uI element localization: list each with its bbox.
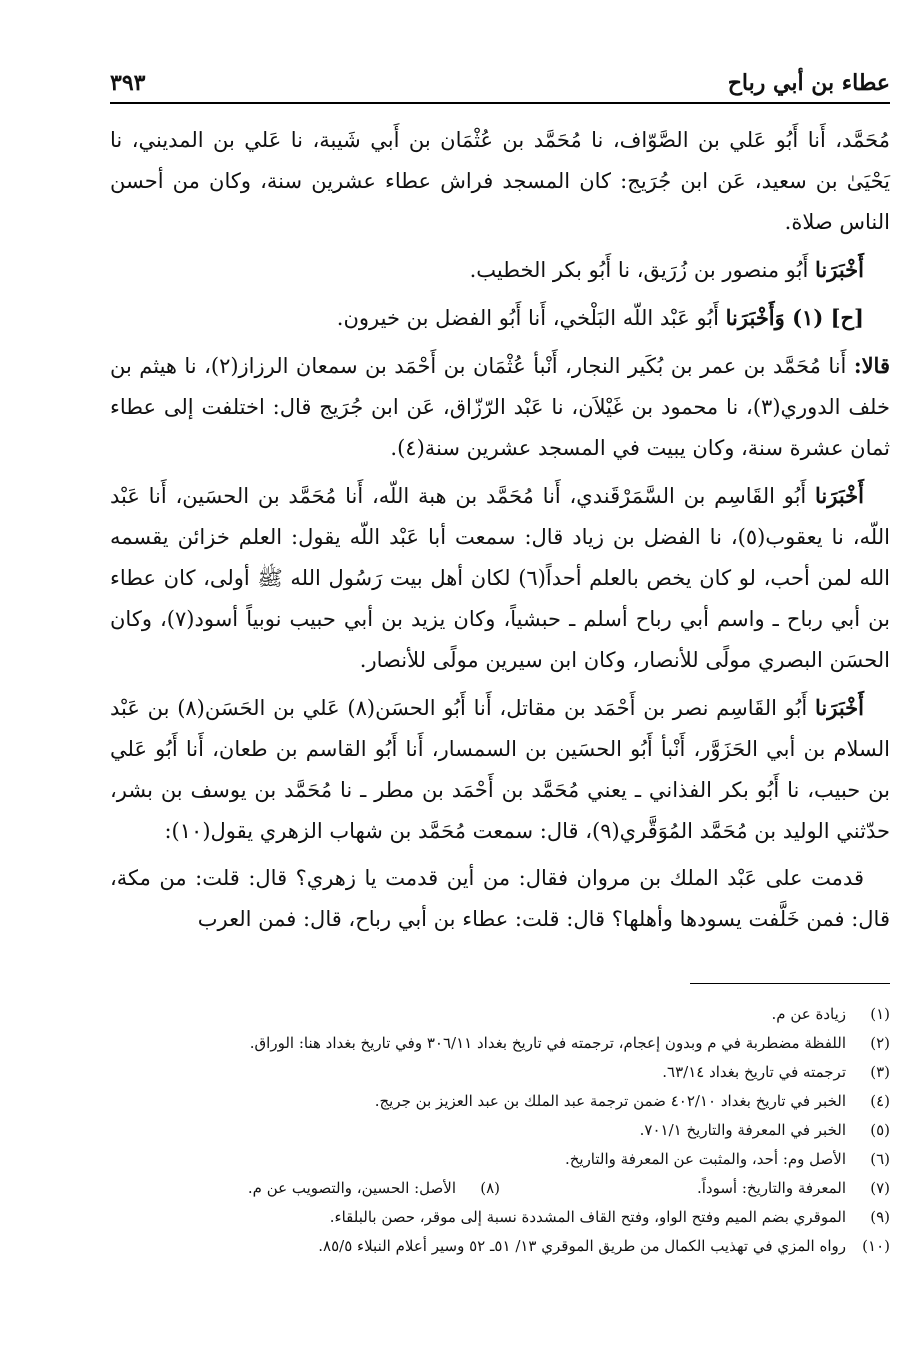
- footnote-text: الخبر في المعرفة والتاريخ ٧٠١/١.: [639, 1121, 846, 1139]
- footnote: [110, 1029, 890, 1058]
- footnote-pair: [110, 1174, 890, 1203]
- p4-text: أَنا مُحَمَّد بن عمر بن بُكَير النجار، أَنْبأ عُثْمَان بن أَحْمَد بن سمعان الرزاز(٢)، نا هيثم بن خلف الدوري(٣)، نا محمود بن غَيْلاَن، نا عَبْد الرّزّاق، عَن ابن جُرَيج قال: اختلفت إلى عطاء ثمان عشرة سنة، وكان يبيت في المسجد عشرين سنة(٤).: [110, 354, 890, 460]
- p1-text: مُحَمَّد، أَنا أَبُو عَلي بن الصَّوّاف، نا مُحَمَّد بن عُثْمَان بن أَبي شَيبة، نا عَلي بن المديني، نا يَحْيَىٰ بن سعيد، عَن ابن جُرَيج: كان المسجد فراش عطاء عشرين سنة، وكان من أحسن الناس صلاة.: [110, 128, 890, 234]
- footnote-text: اللفظة مضطربة في م وبدون إعجام، ترجمته في تاريخ بغداد ٣٠٦/١١ وفي تاريخ بغداد هنا: الوراق.: [249, 1034, 846, 1052]
- p5-text: أَبُو القَاسِم بن السَّمَرْقَندي، أَنا مُحَمَّد بن هبة اللّه، أَنا مُحَمَّد بن الحسَين، أَنا عَبْد اللّه، نا يعقوب(٥)، نا الفضل بن زياد قال: سمعت أبا عَبْد اللّه يقول: العلم خزائن يقسمه الله لمن أحب، لو كان يخص بالعلم أحداً(٦) لكان أهل بيت رَسُول الله ﷺ أولى، كان عطاء بن أبي رباح ـ واسم أبي رباح أسلم ـ حبشياً، وكان يزيد بن أبي حبيب نوبياً أسود(٧)، وكان الحسَن البصري مولًى للأنصار، وكان ابن سيرين مولًى للأنصار.: [110, 484, 891, 672]
- p4-keyword: قالا:: [853, 353, 890, 378]
- footnote-number: (٤): [870, 1092, 890, 1110]
- footnote-text: رواه المزي في تهذيب الكمال من طريق الموقري ١٣/ ٥١ـ ٥٢ وسير أعلام النبلاء ٨٥/٥.: [318, 1237, 846, 1255]
- footnote-divider: [690, 983, 890, 984]
- footnote-number: (٨): [480, 1179, 500, 1197]
- footnote-number: (٧): [870, 1179, 890, 1197]
- p3-keyword: [ح]: [830, 305, 864, 330]
- footnote: [110, 1232, 890, 1261]
- page-number: ٣٩٣: [110, 70, 146, 96]
- footnote-text: زيادة عن م.: [771, 1005, 846, 1023]
- footnote-number: (٥): [870, 1121, 890, 1139]
- p5-keyword: أَخْبَرَنا: [815, 483, 864, 508]
- paragraph-5: [110, 475, 890, 681]
- footnote: [110, 1058, 890, 1087]
- footnote-number: (٣): [870, 1063, 890, 1081]
- footnote-number: (١): [870, 1005, 890, 1023]
- footnote-text: الموقري بضم الميم وفتح الواو، وفتح القاف المشددة نسبة إلى موقر، حصن بالبلقاء.: [329, 1208, 846, 1226]
- p2-text: أَبُو منصور بن زُرَيق، نا أَبُو بكر الخطيب.: [469, 258, 816, 282]
- footnote: [500, 1174, 890, 1203]
- running-title: عطاء بن أبي رباح: [727, 70, 890, 96]
- footnotes: [110, 1000, 890, 1261]
- paragraph-7: [110, 858, 890, 940]
- footnote-number: (٦): [870, 1150, 890, 1168]
- footnote-text: الأصل وم: أحد، والمثبت عن المعرفة والتاريخ.: [564, 1150, 846, 1168]
- p7-text: قدمت على عَبْد الملك بن مروان فقال: من أين قدمت يا زهري؟ قال: قلت: من مكة، قال: فمن خَلَّفت يسودها وأهلها؟ قال: قلت: عطاء بن أبي رباح، قال: فمن العرب: [110, 866, 890, 931]
- page-header: [110, 58, 890, 104]
- p3-keyword-2: (١) وَأَخْبَرَنا: [725, 305, 831, 330]
- footnote: [110, 1000, 890, 1029]
- p2-keyword: أَخْبَرَنا: [815, 257, 864, 282]
- p6-text: أَبُو القَاسِم نصر بن أَحْمَد بن مقاتل، أَنا أَبُو الحسَن(٨) عَلي بن الحَسَن(٨) بن عَبْد السلام بن أبي الحَزَوَّر، أَنْبأ أَبُو الحسَين بن السمسار، أَنا أَبُو القاسم بن طعان، أَنا أَبُو عَلي بن حبيب، نا أَبُو بكر الفذاني ـ يعني مُحَمَّد بن أَحْمَد بن مطر ـ نا مُحَمَّد بن يوسف بن بشر، حدّثني الوليد بن مُحَمَّد المُوَقَّري(٩)، قال: سمعت مُحَمَّد بن شهاب الزهري يقول(١٠):: [110, 696, 890, 843]
- footnote: [110, 1203, 890, 1232]
- footnote: [110, 1174, 500, 1203]
- paragraph-3: [110, 297, 890, 339]
- footnote-number: (٢): [870, 1034, 890, 1052]
- footnote-text: الأصل: الحسين، والتصويب عن م.: [247, 1179, 456, 1197]
- footnote: [110, 1116, 890, 1145]
- paragraph-2: [110, 249, 890, 291]
- footnote-number: (١٠): [862, 1237, 890, 1255]
- footnote: [110, 1145, 890, 1174]
- paragraph-6: [110, 687, 890, 852]
- p3-text: أَبُو عَبْد اللّه البَلْخي، أَنا أَبُو الفضل بن خيرون.: [336, 306, 726, 330]
- footnote-text: الخبر في تاريخ بغداد ٤٠٢/١٠ ضمن ترجمة عبد الملك بن عبد العزيز بن جريج.: [374, 1092, 846, 1110]
- footnote-text: ترجمته في تاريخ بغداد ٦٣/١٤.: [662, 1063, 846, 1081]
- footnote-text: المعرفة والتاريخ: أسوداً.: [696, 1179, 846, 1197]
- main-text: [110, 120, 890, 946]
- paragraph-4: [110, 345, 890, 469]
- footnote: [110, 1087, 890, 1116]
- paragraph-1: [110, 120, 890, 243]
- footnote-number: (٩): [870, 1208, 890, 1226]
- p6-keyword: أَخْبَرَنا: [815, 695, 864, 720]
